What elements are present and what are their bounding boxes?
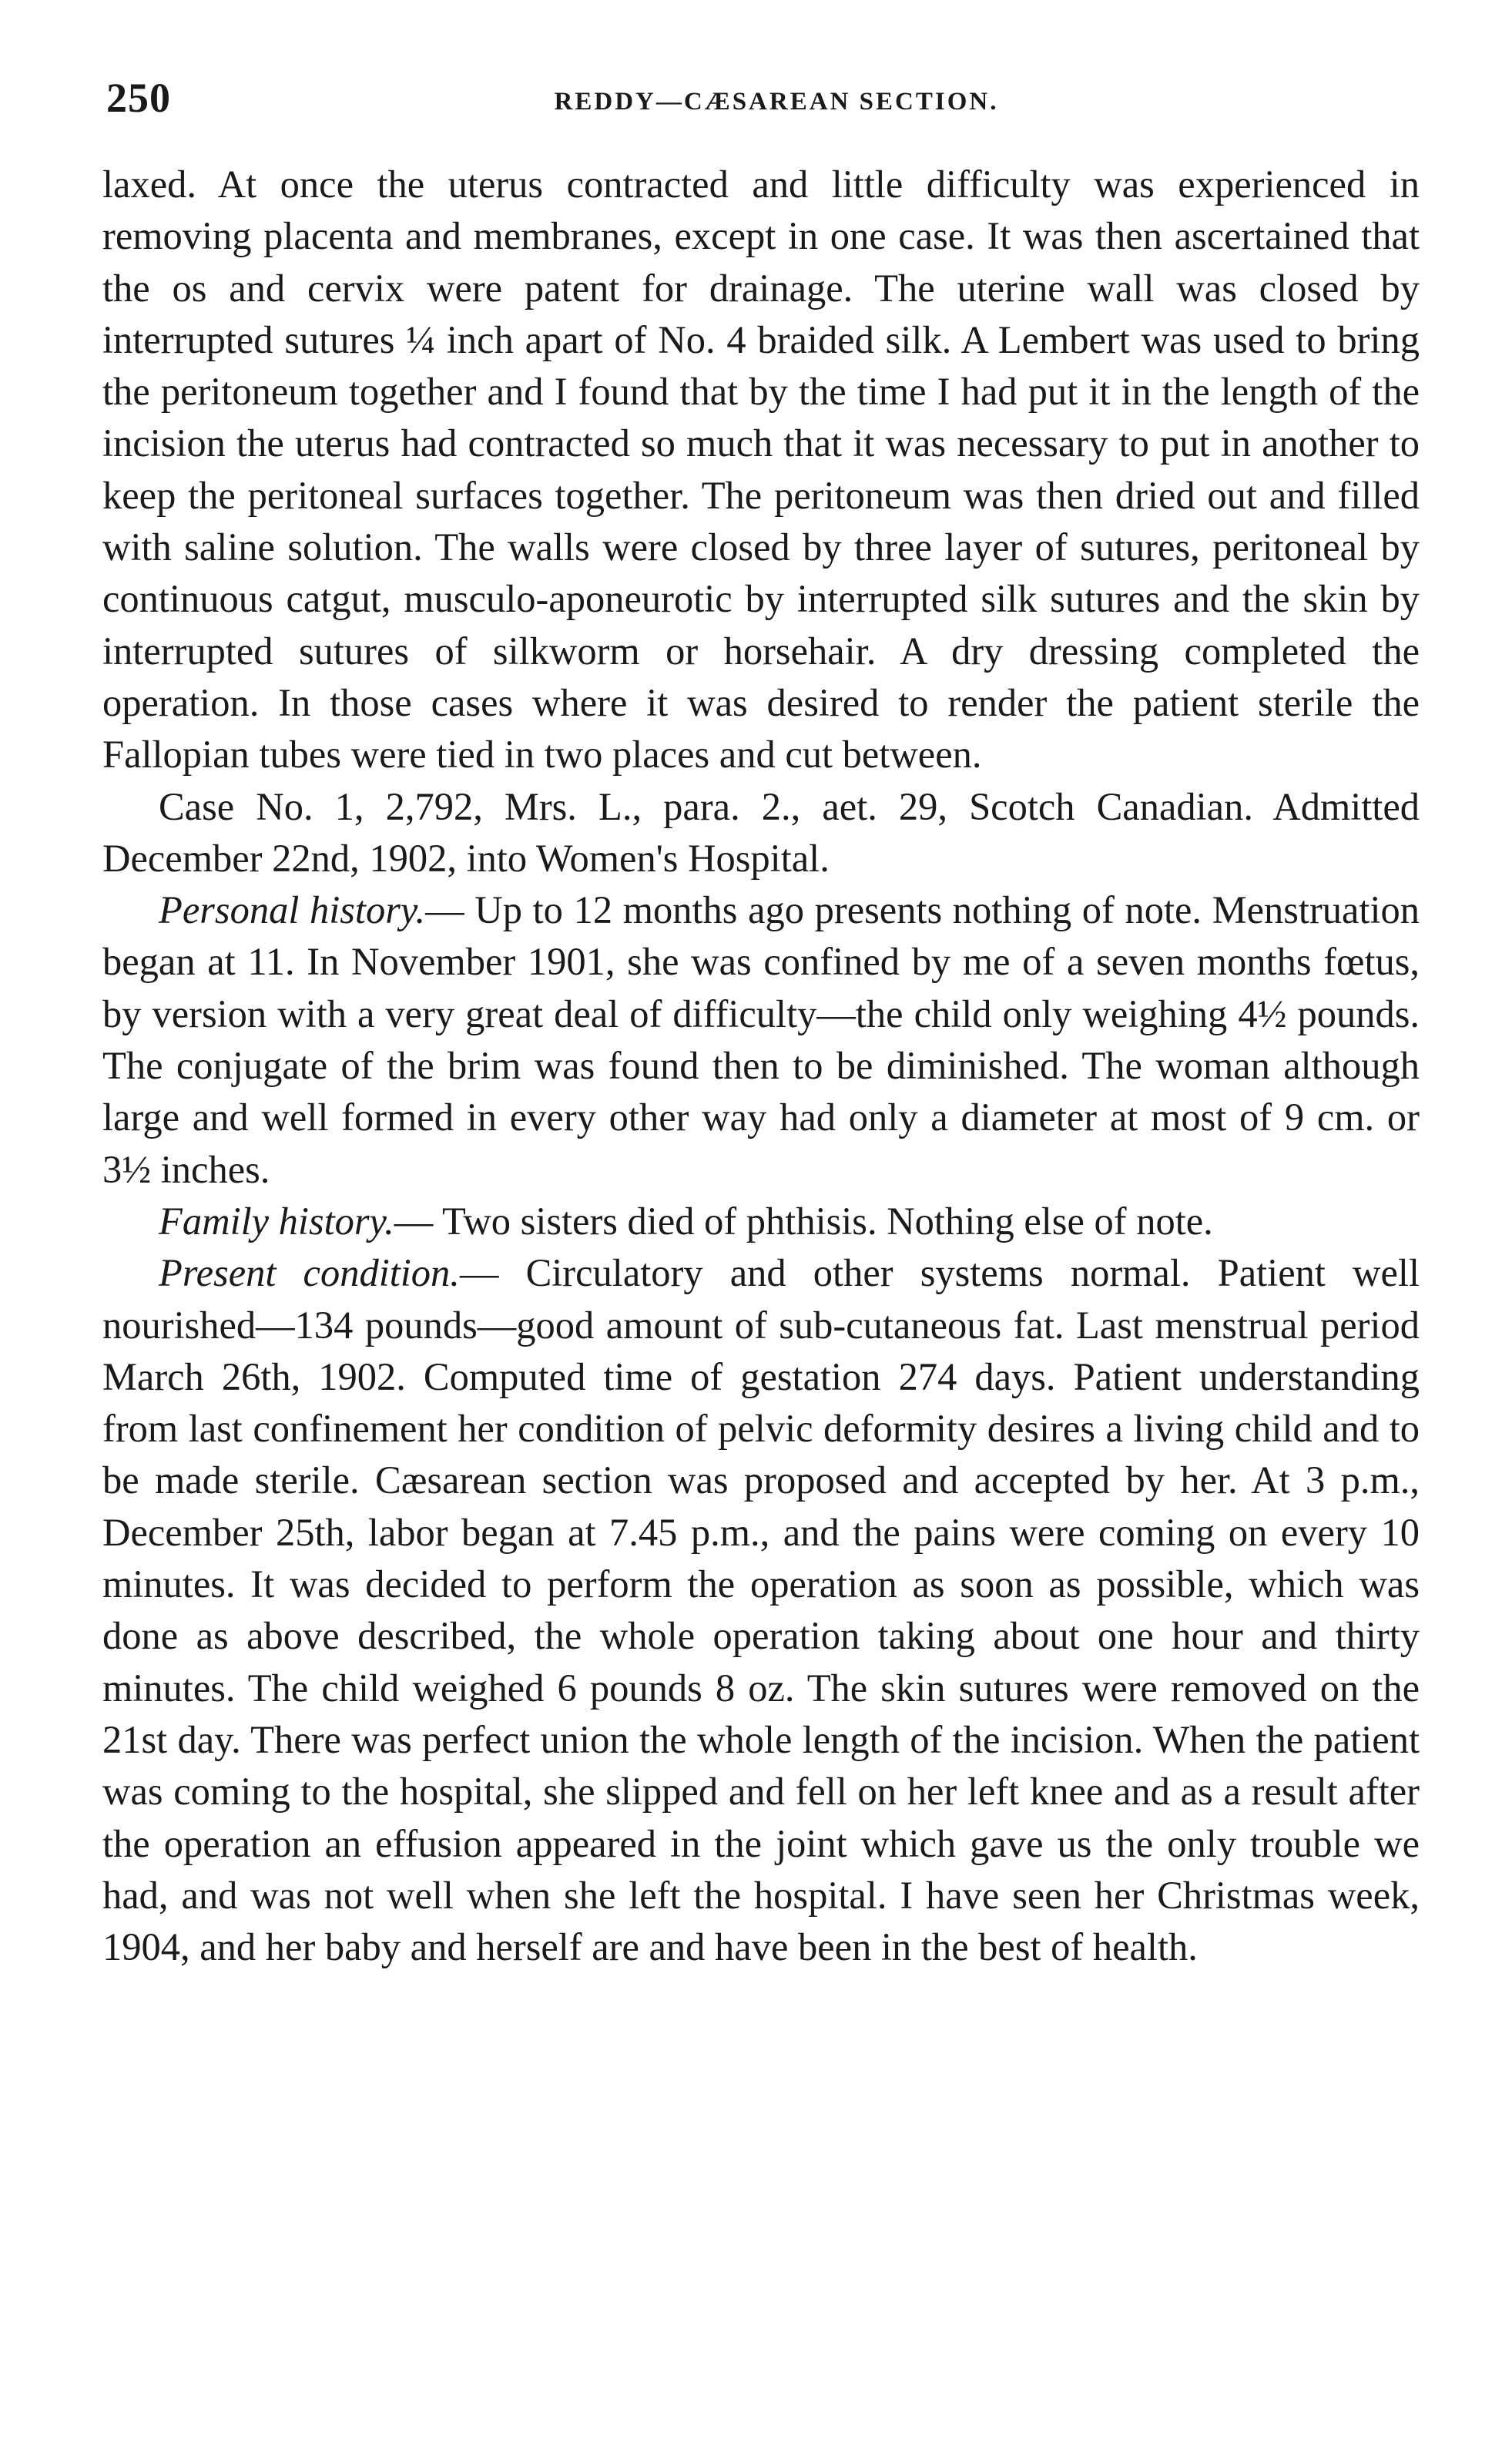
paragraph-present-condition [102, 1247, 1420, 1973]
running-head: REDDY—CÆSAREAN SECTION. [554, 88, 999, 116]
paragraph-family-history [102, 1196, 1420, 1247]
paragraph-personal-history [102, 884, 1420, 1196]
page-number: 250 [106, 75, 171, 121]
body-text [102, 159, 1420, 1973]
paragraph-continuation: laxed. At once the uterus contracted and little difficulty was experienced in removing placenta and membranes, except in one case. It was then ascertained that the os and cervix were patent for drainage. The uterine wall was closed by interrupted sutures ¼ inch apart of No. 4 braided silk. A Lembert was used to bring the peritoneum together and I found that by the time I had put it in the length of the incision the uterus had contracted so much that it was necessary to put in another to keep the peritoneal surfaces together. The peritoneum was then dried out and filled with saline solution. The walls were closed by three layer of sutures, peritoneal by continuous catgut, musculo-aponeurotic by interrupted silk sutures and the skin by interrupted sutures of silkworm or horsehair. A dry dressing completed the operation. In those cases where it was desired to render the patient sterile the Fallopian tubes were tied in two places and cut between. [102, 163, 1420, 777]
paragraph-case-intro: Case No. 1, 2,792, Mrs. L., para. 2., aet. 29, Scotch Canadian. Admitted December 22nd, 1902, into Women's Hospital. [102, 784, 1420, 880]
section-heading-present-condition: Present condition. [159, 1251, 460, 1295]
section-heading-personal-history: Personal history. [159, 888, 426, 932]
personal-history-text: — Up to 12 months ago presents nothing of note. Menstruation began at 11. In November 1901, she was confined by me of a seven months fœtus, by version with a very great deal of difficulty—the child only weighing 4½ pounds. The conjugate of the brim was found then to be diminished. The woman although large and well formed in every other way had only a diameter at most of 9 cm. or 3½ inches. [102, 888, 1420, 1191]
present-condition-text: — Circulatory and other systems normal. Patient well nourished—134 pounds—good amount of sub-cutaneous fat. Last menstrual period March 26th, 1902. Computed time of gestation 274 days. Patient understanding from last confinement her condition of pelvic deformity desires a living child and to be made sterile. Cæsarean section was proposed and accepted by her. At 3 p.m., December 25th, labor began at 7.45 p.m., and the pains were coming on every 10 minutes. It was decided to perform the operation as soon as possible, which was done as above described, the whole operation taking about one hour and thirty minutes. The child weighed 6 pounds 8 oz. The skin sutures were removed on the 21st day. There was perfect union the whole length of the incision. When the patient was coming to the hospital, she slipped and fell on her left knee and as a result after the operation an effusion appeared in the joint which gave us the only trouble we had, and was not well when she left the hospital. I have seen her Christmas week, 1904, and her baby and herself are and have been in the best of health. [102, 1251, 1420, 1969]
section-heading-family-history: Family history. [159, 1199, 394, 1243]
page-header [106, 68, 1416, 129]
family-history-text: — Two sisters died of phthisis. Nothing else of note. [394, 1199, 1213, 1243]
